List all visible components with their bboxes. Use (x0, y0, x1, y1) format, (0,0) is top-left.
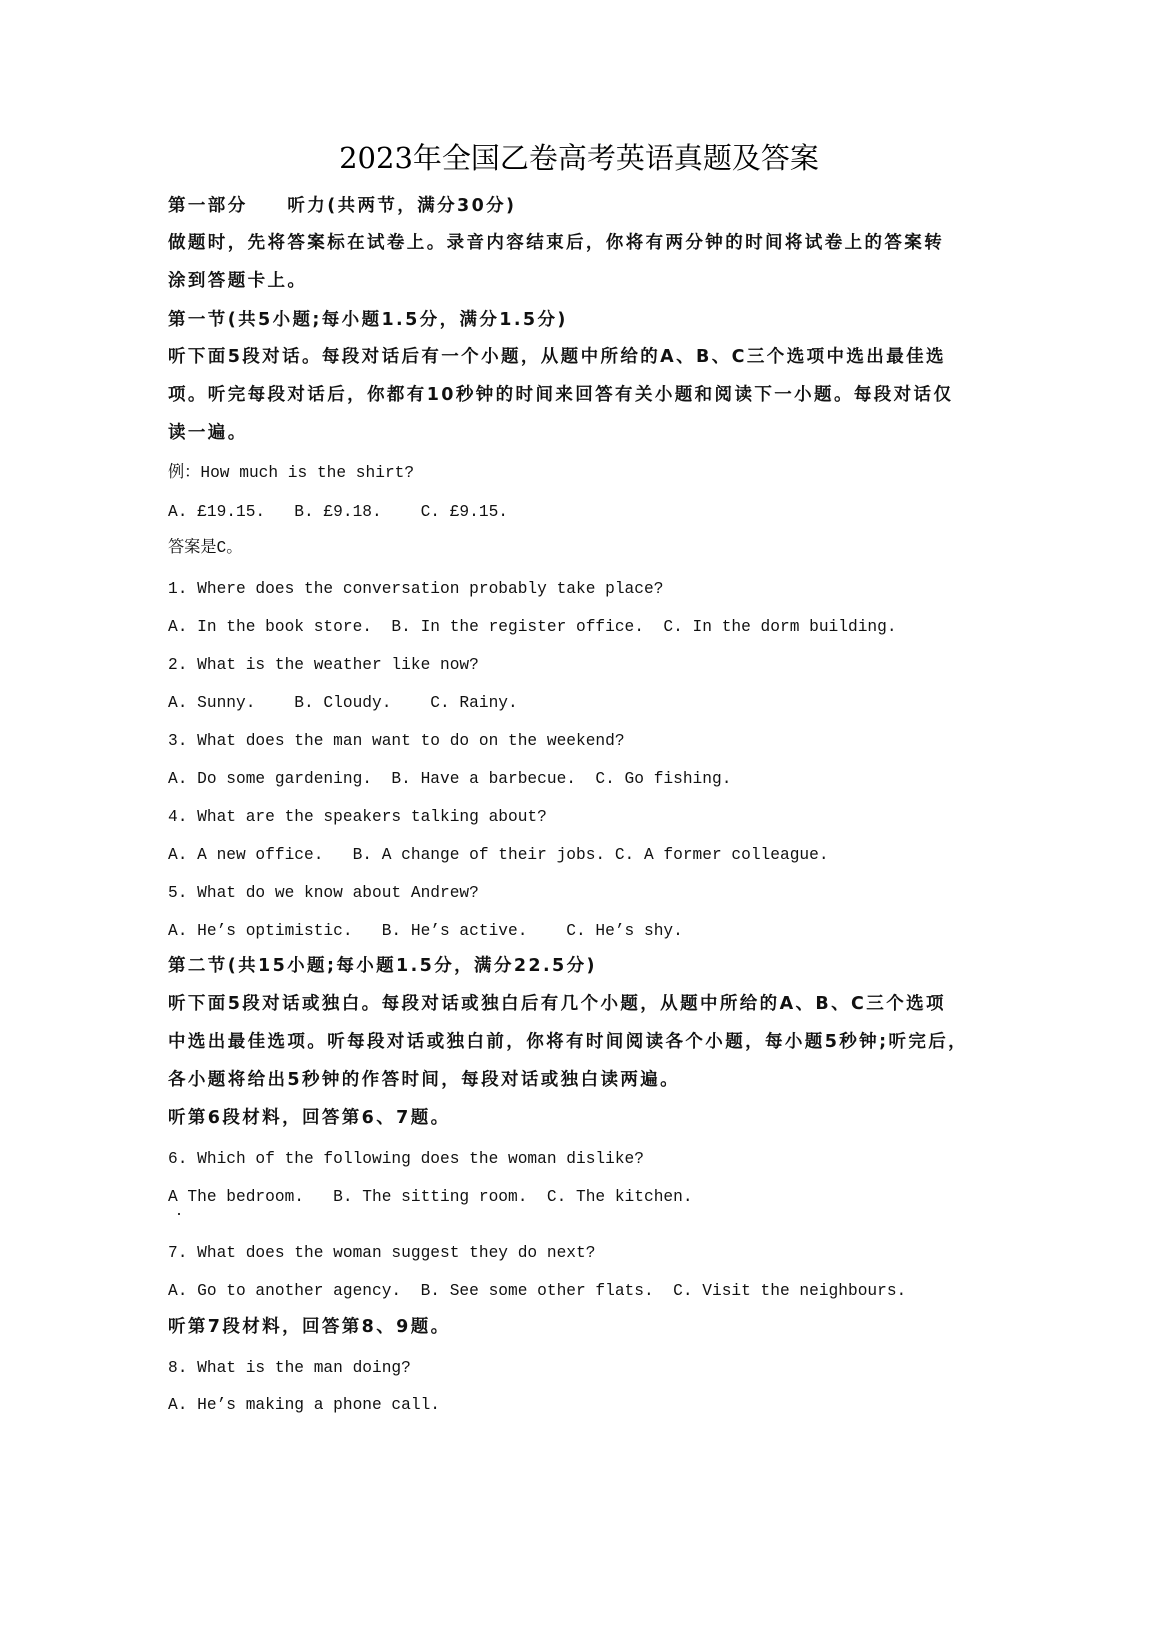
question-line: 7. What does the woman suggest they do next? (168, 1244, 596, 1262)
instruction-line: 听第7段材料，回答第8、9题。 (168, 1317, 451, 1337)
question-line: 6. Which of the following does the woman dislike? (168, 1150, 644, 1168)
question-line: A. Sunny. B. Cloudy. C. Rainy. (168, 694, 518, 712)
question-line: A. He’s making a phone call. (168, 1396, 440, 1414)
question-line: 3. What does the man want to do on the weekend? (168, 732, 625, 750)
question-line: 例：How much is the shirt? (168, 464, 415, 482)
question-line: A. A new office. B. A change of their jobs. C. A former colleague. (168, 846, 829, 864)
instruction-line: 涂到答题卡上。 (168, 271, 308, 291)
question-line: 4. What are the speakers talking about? (168, 808, 547, 826)
instruction-line: 中选出最佳选项。听每段对话或独白前，你将有时间阅读各个小题，每小题5秒钟;听完后， (168, 1032, 969, 1052)
instruction-line: 第一部分 听力(共两节，满分30分) (168, 196, 517, 216)
question-line: 5. What do we know about Andrew? (168, 884, 479, 902)
question-line: A. £19.15. B. £9.18. C. £9.15. (168, 503, 508, 521)
question-line: 8. What is the man doing? (168, 1359, 411, 1377)
instruction-line: 第一节(共5小题;每小题1.5分，满分1.5分) (168, 310, 568, 330)
instruction-line: 做题时，先将答案标在试卷上。录音内容结束后，你将有两分钟的时间将试卷上的答案转 (168, 233, 945, 253)
instruction-line: 读一遍。 (168, 423, 248, 443)
instruction-line: 听下面5段对话或独白。每段对话或独白后有几个小题，从题中所给的A、B、C三个选项 (168, 994, 946, 1014)
question-line: 1. Where does the conversation probably take place? (168, 580, 664, 598)
instruction-line: 听第6段材料，回答第6、7题。 (168, 1108, 451, 1128)
question-line: A. Go to another agency. B. See some other flats. C. Visit the neighbours. (168, 1282, 907, 1300)
question-line: A. In the book store. B. In the register office. C. In the dorm building. (168, 618, 897, 636)
question-line: A. Do some gardening. B. Have a barbecue. C. Go fishing. (168, 770, 732, 788)
question-line: 2. What is the weather like now? (168, 656, 479, 674)
question-line: 答案是C。 (168, 539, 243, 557)
instruction-line: 各小题将给出5秒钟的作答时间，每段对话或独白读两遍。 (168, 1070, 681, 1090)
question-line: A The bedroom. B. The sitting room. C. The kitchen. (168, 1188, 693, 1206)
instruction-line: 听下面5段对话。每段对话后有一个小题，从题中所给的A、B、C三个选项中选出最佳选 (168, 347, 946, 367)
instruction-line: 第二节(共15小题;每小题1.5分，满分22.5分) (168, 956, 597, 976)
document-title: 2023年全国乙卷高考英语真题及答案 (339, 141, 819, 175)
question-line: A. He’s optimistic. B. He’s active. C. He’s shy. (168, 922, 683, 940)
stray-dot (178, 1213, 180, 1215)
instruction-line: 项。听完每段对话后，你都有10秒钟的时间来回答有关小题和阅读下一小题。每段对话仅 (168, 385, 954, 405)
